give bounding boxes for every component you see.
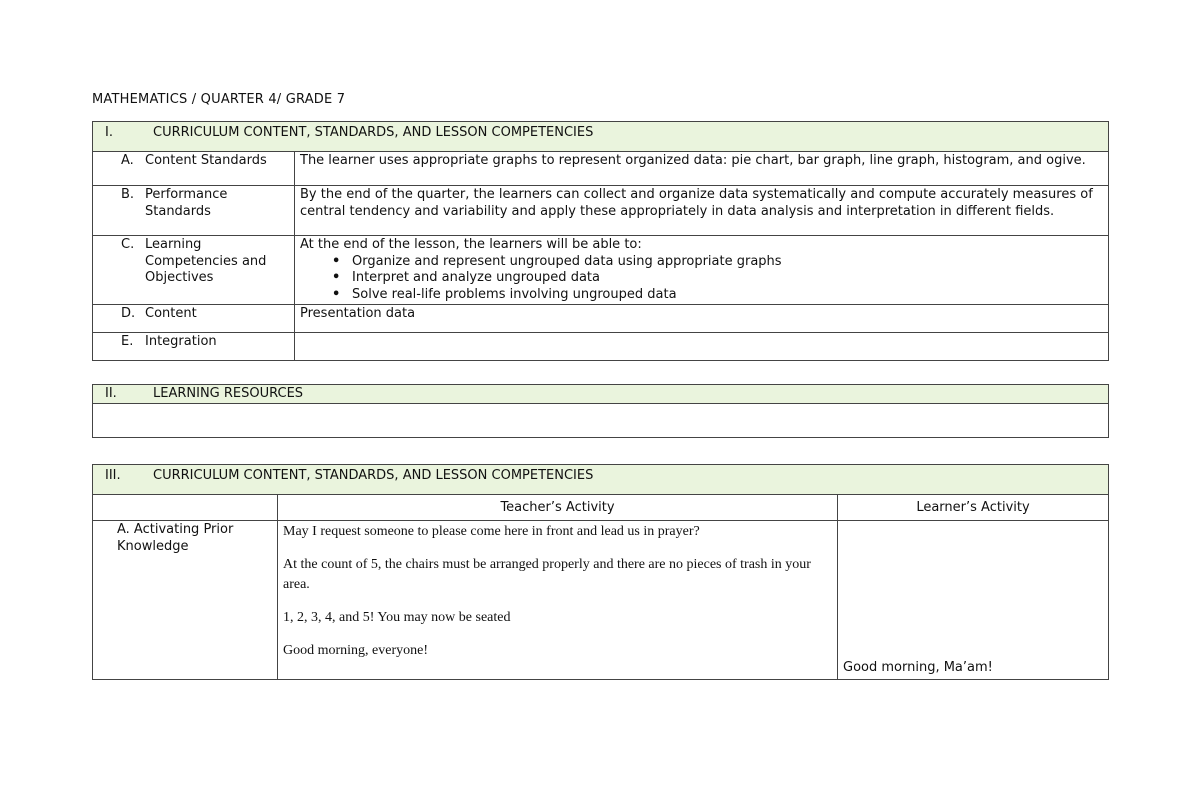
learning-resources-table [92, 384, 1109, 438]
row-value-content: Presentation data [295, 305, 1109, 333]
doc-title: MATHEMATICS / QUARTER 4/ GRADE 7 [92, 92, 346, 107]
teacher-line: Good morning, everyone! [283, 643, 429, 658]
row-value-learning-competencies [295, 236, 1109, 305]
objectives-list [300, 254, 1103, 304]
section1-title: CURRICULUM CONTENT, STANDARDS, AND LESSON COMPETENCIES [153, 125, 594, 140]
curriculum-table [92, 121, 1109, 361]
teacher-activity-cell [278, 521, 838, 680]
row-label-learning-competencies: C. Learning Competencies and Objectives [93, 236, 295, 305]
list-item: • Solve real-life problems involving ungrouped data [332, 287, 1103, 304]
learning-resources-body [93, 403, 1109, 437]
section3-header [93, 465, 1109, 495]
column-header-learner: Learner’s Activity [838, 495, 1109, 521]
blank-header-cell [93, 495, 278, 521]
teacher-line: 1, 2, 3, 4, and 5! You may now be seated [283, 610, 511, 625]
learner-activity-cell: Good morning, Ma’am! [838, 521, 1109, 680]
section2-numeral: II. [105, 386, 117, 401]
section3-title: CURRICULUM CONTENT, STANDARDS, AND LESSON COMPETENCIES [153, 468, 594, 483]
teacher-line: At the count of 5, the chairs must be arranged properly and there are no pieces of trash in your area. [283, 557, 811, 592]
list-item: • Organize and represent ungrouped data using appropriate graphs [332, 254, 1103, 271]
section1-header [93, 122, 1109, 152]
section2-header [93, 385, 1109, 404]
row-label-content: D. Content [93, 305, 295, 333]
section1-numeral: I. [105, 125, 113, 140]
procedure-table [92, 464, 1109, 680]
row-label-integration: E. Integration [93, 333, 295, 361]
row-label-activating-prior-knowledge: A. Activating Prior Knowledge [93, 521, 278, 680]
section3-numeral: III. [105, 468, 121, 483]
column-header-teacher: Teacher’s Activity [278, 495, 838, 521]
teacher-line: May I request someone to please come here in front and lead us in prayer? [283, 524, 700, 539]
row-label-content-standards: A. Content Standards [93, 152, 295, 186]
row-value-integration [295, 333, 1109, 361]
list-item: • Interpret and analyze ungrouped data [332, 270, 1103, 287]
competencies-intro: At the end of the lesson, the learners will be able to: [300, 237, 642, 252]
section2-title: LEARNING RESOURCES [153, 386, 304, 401]
row-label-performance-standards: B. Performance Standards [93, 186, 295, 236]
row-value-performance-standards: By the end of the quarter, the learners can collect and organize data systematically and compute accurately measures of central tendency and variability and apply these appropriately in data analysis and interpretation in different fields. [295, 186, 1109, 236]
row-value-content-standards: The learner uses appropriate graphs to represent organized data: pie chart, bar graph, line graph, histogram, and ogive. [295, 152, 1109, 186]
